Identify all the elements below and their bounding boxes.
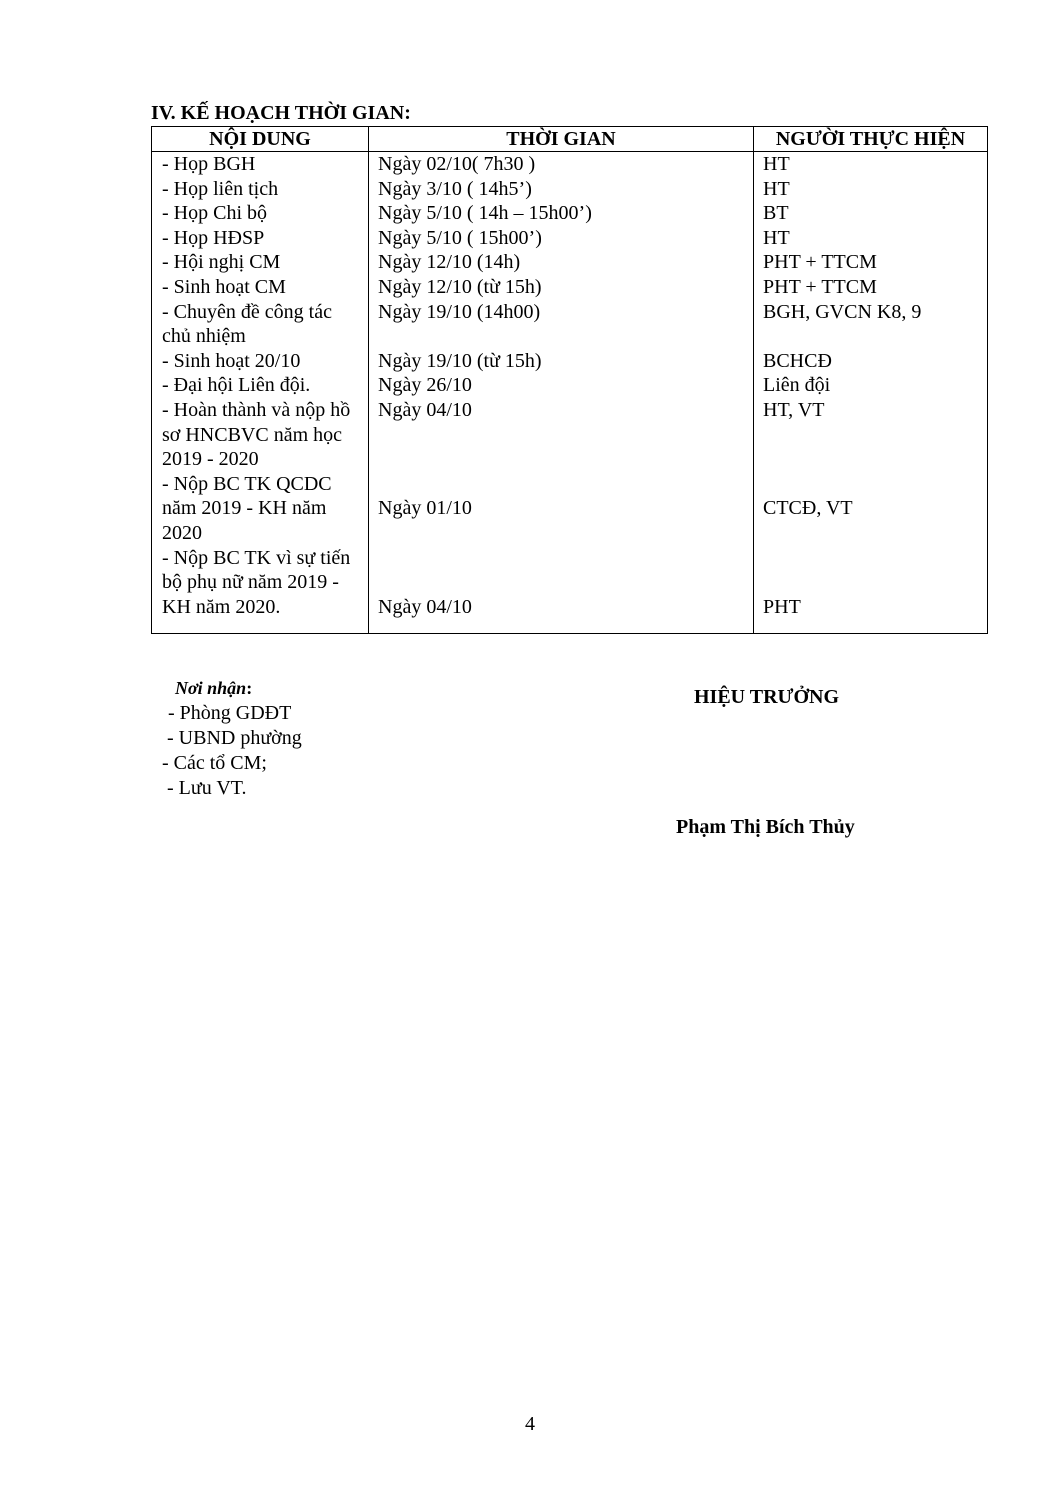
- table-header-row: [152, 127, 988, 152]
- signature-title: HIỆU TRƯỞNG: [694, 686, 840, 708]
- table-row: [152, 398, 988, 472]
- header-content: NỘI DUNG: [152, 127, 369, 152]
- row-content: - Chuyên đề công tác chủ nhiệm: [152, 300, 369, 349]
- table-row: [152, 152, 988, 177]
- row-content: - Họp HĐSP: [152, 226, 369, 251]
- row-person: PHT: [754, 546, 988, 620]
- row-person: HT: [754, 152, 988, 177]
- recipients-block: Nơi nhận: - Phòng GDĐT - UBND phường - Các tổ CM; - Lưu VT.: [162, 678, 302, 799]
- row-content: - Sinh hoạt 20/10: [152, 349, 369, 374]
- table-row: [152, 275, 988, 300]
- row-content: - Họp liên tịch: [152, 177, 369, 202]
- recipients-label: Nơi nhận: [175, 678, 247, 698]
- row-time: Ngày 12/10 (14h): [369, 250, 754, 275]
- table-row: [152, 177, 988, 202]
- row-time: Ngày 02/10( 7h30 ): [369, 152, 754, 177]
- row-content: - Sinh hoạt CM: [152, 275, 369, 300]
- row-content: - Hoàn thành và nộp hồ sơ HNCBVC năm học 2019 - 2020: [152, 398, 369, 472]
- row-time: Ngày 01/10: [369, 472, 754, 546]
- signature-name: Phạm Thị Bích Thủy: [676, 816, 855, 838]
- row-time: Ngày 3/10 ( 14h5’): [369, 177, 754, 202]
- row-time: Ngày 04/10: [369, 546, 754, 620]
- table-row: [152, 373, 988, 398]
- row-person: PHT + TTCM: [754, 250, 988, 275]
- row-time: Ngày 19/10 (từ 15h): [369, 349, 754, 374]
- row-content: - Nộp BC TK vì sự tiến bộ phụ nữ năm 2019 - KH năm 2020.: [152, 546, 369, 620]
- row-content: - Họp BGH: [152, 152, 369, 177]
- table-row: [152, 226, 988, 251]
- recipient-item: - Lưu VT.: [167, 777, 247, 799]
- row-time: Ngày 5/10 ( 14h – 15h00’): [369, 201, 754, 226]
- row-person: HT, VT: [754, 398, 988, 472]
- table-row: [152, 250, 988, 275]
- row-time: Ngày 12/10 (từ 15h): [369, 275, 754, 300]
- row-content: - Nộp BC TK QCDC năm 2019 - KH năm 2020: [152, 472, 369, 546]
- row-person: BT: [754, 201, 988, 226]
- recipient-item: - UBND phường: [167, 727, 302, 749]
- row-time: Ngày 19/10 (14h00): [369, 300, 754, 349]
- recipient-item: - Các tổ CM;: [162, 752, 267, 774]
- row-person: HT: [754, 177, 988, 202]
- header-person: NGƯỜI THỰC HIỆN: [754, 127, 988, 152]
- page-number: 4: [525, 1413, 535, 1435]
- table-row: [152, 300, 988, 349]
- row-person: HT: [754, 226, 988, 251]
- schedule-table: [151, 126, 988, 634]
- table-row: [152, 349, 988, 374]
- header-time: THỜI GIAN: [369, 127, 754, 152]
- row-content: - Đại hội Liên đội.: [152, 373, 369, 398]
- row-person: CTCĐ, VT: [754, 472, 988, 546]
- row-time: Ngày 04/10: [369, 398, 754, 472]
- row-content: - Họp Chi bộ: [152, 201, 369, 226]
- row-time: Ngày 26/10: [369, 373, 754, 398]
- table-gap-row: [152, 619, 988, 634]
- row-person: BGH, GVCN K8, 9: [754, 300, 988, 349]
- recipient-item: - Phòng GDĐT: [168, 702, 292, 724]
- row-person: BCHCĐ: [754, 349, 988, 374]
- row-content: - Hội nghị CM: [152, 250, 369, 275]
- table-row: [152, 201, 988, 226]
- table-row: [152, 472, 988, 546]
- section-title: IV. KẾ HOẠCH THỜI GIAN:: [151, 102, 411, 124]
- table-row: [152, 546, 988, 620]
- row-person: PHT + TTCM: [754, 275, 988, 300]
- row-person: Liên đội: [754, 373, 988, 398]
- row-time: Ngày 5/10 ( 15h00’): [369, 226, 754, 251]
